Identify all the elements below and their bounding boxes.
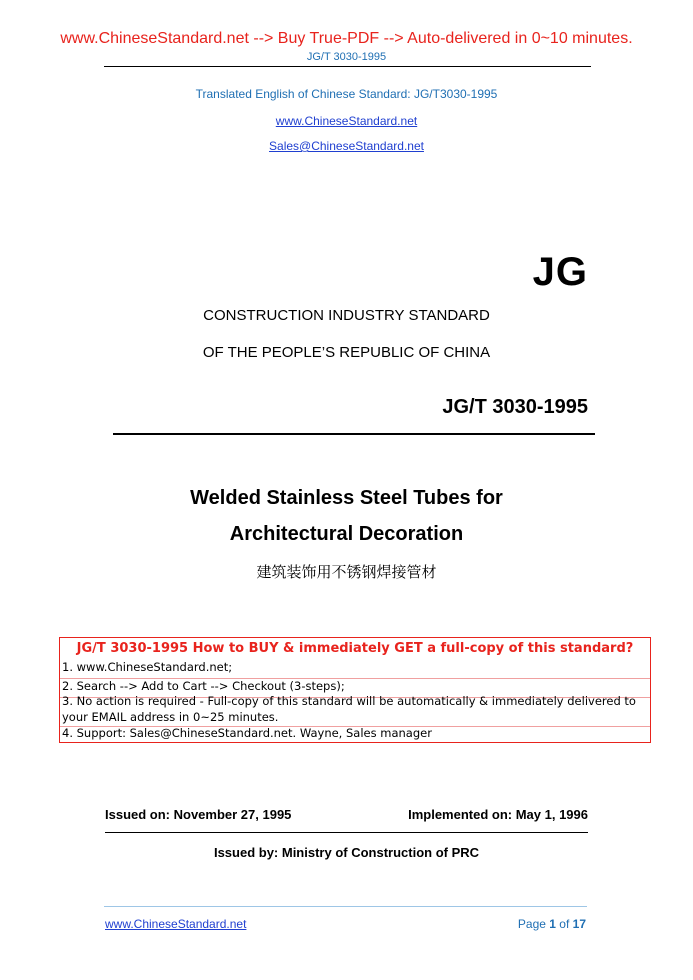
purchase-step: 4. Support: Sales@ChineseStandard.net. Wayne, Sales manager xyxy=(62,726,432,740)
email-link-row xyxy=(0,137,693,155)
sales-email-link[interactable]: Sales@ChineseStandard.net xyxy=(269,139,424,153)
jg-mark: JG xyxy=(532,250,588,294)
header-standard-code: JG/T 3030-1995 xyxy=(306,51,387,63)
title-divider xyxy=(113,433,595,435)
site-link-row xyxy=(0,112,693,130)
implemented-on-date: Implemented on: May 1, 1996 xyxy=(408,807,588,822)
industry-standard-line1: CONSTRUCTION INDUSTRY STANDARD xyxy=(203,307,490,324)
header-divider xyxy=(104,66,591,67)
purchase-info-box xyxy=(59,637,651,743)
purchase-step: 3. No action is required - Full-copy of this standard will be automatically & immediately delivered to xyxy=(62,694,636,708)
dates-divider xyxy=(105,832,588,833)
translated-note: Translated English of Chinese Standard: JG/T3030-1995 xyxy=(195,87,498,101)
issued-by: Issued by: Ministry of Construction of PRC xyxy=(213,845,480,860)
page-number xyxy=(518,917,586,931)
issued-on-date: Issued on: November 27, 1995 xyxy=(105,807,292,822)
page-total: 17 xyxy=(572,917,586,931)
page-current: 1 xyxy=(549,917,556,931)
document-title-chinese: 建筑装饰用不锈钢焊接管材 xyxy=(256,563,437,581)
footer-divider xyxy=(104,906,587,907)
industry-standard-line2: OF THE PEOPLE’S REPUBLIC OF CHINA xyxy=(202,344,491,361)
purchase-step-continued: your EMAIL address in 0~25 minutes. xyxy=(62,710,279,724)
footer-website-link[interactable]: www.ChineseStandard.net xyxy=(105,917,247,931)
document-title-line2: Architectural Decoration xyxy=(229,523,464,545)
purchase-step: 1. www.ChineseStandard.net; xyxy=(62,660,233,674)
page-prefix: Page xyxy=(517,917,550,931)
website-link[interactable]: www.ChineseStandard.net xyxy=(275,114,418,128)
purchase-box-title: JG/T 3030-1995 How to BUY & immediately GET a full-copy of this standard? xyxy=(76,641,634,656)
standard-number: JG/T 3030-1995 xyxy=(442,396,588,418)
top-banner: www.ChineseStandard.net --> Buy True-PDF --> Auto-delivered in 0~10 minutes. xyxy=(60,30,633,47)
purchase-step: 2. Search --> Add to Cart --> Checkout (3-steps); xyxy=(62,679,345,693)
page-of: of xyxy=(555,917,573,931)
document-title-line1: Welded Stainless Steel Tubes for xyxy=(190,487,503,509)
